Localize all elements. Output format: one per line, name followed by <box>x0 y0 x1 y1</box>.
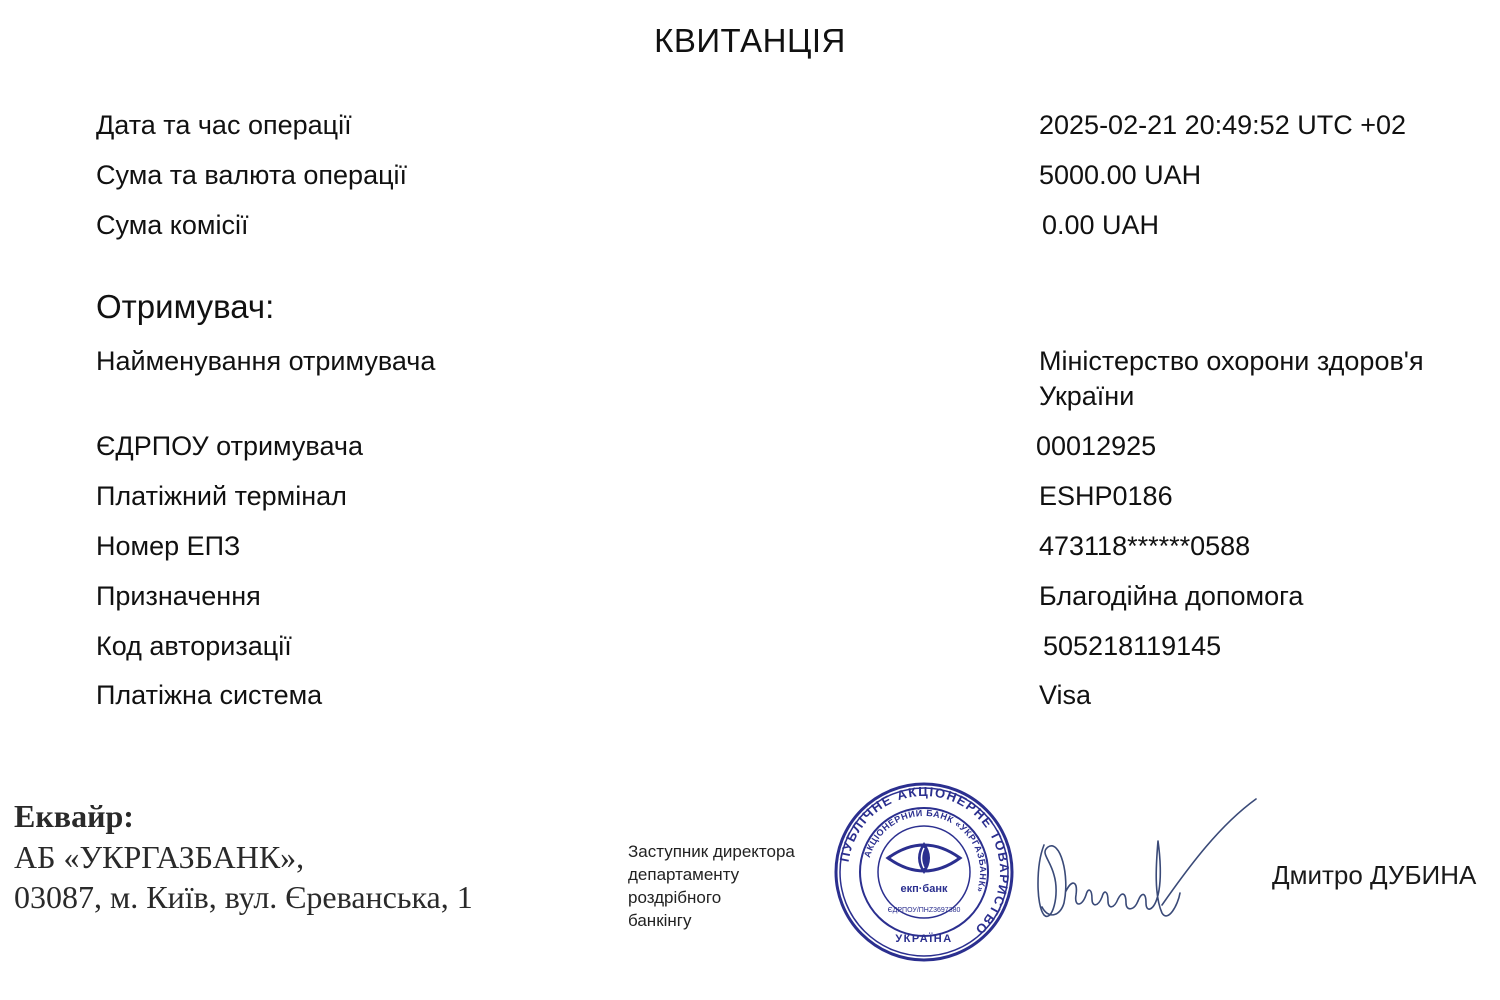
field-value: 00012925 <box>1036 431 1157 461</box>
field-value: 5000.00 UAH <box>1039 160 1202 190</box>
stamp-seal-icon <box>832 780 1016 964</box>
stamp-bottom-text: УКРАЇНА <box>895 933 953 945</box>
stamp-code-text: ЄДРПОУ/ПНZ3697380 <box>887 907 961 914</box>
field-value: Visa <box>1039 680 1092 710</box>
field-label: Дата та час операції <box>96 110 352 140</box>
field-value: 473118******0588 <box>1039 531 1251 561</box>
field-value: 505218119145 <box>1043 631 1222 661</box>
position-line: роздрібного <box>628 888 722 907</box>
bank-logo-icon <box>888 842 960 874</box>
acquirer-block <box>14 795 473 917</box>
field-label: Номер ЕПЗ <box>96 531 241 561</box>
field-label: Сума та валюта операції <box>96 160 408 190</box>
field-label: Призначення <box>96 581 261 611</box>
acquirer-name: АБ «УКРГАЗБАНК», <box>14 839 305 875</box>
field-label: Код авторизації <box>96 631 292 661</box>
acquirer-heading: Еквайр: <box>14 798 134 834</box>
stamp-logo-text: екп·банк <box>900 883 948 895</box>
field-value: Міністерство охорони здоров'я України <box>1039 346 1424 411</box>
signature-icon <box>1030 795 1270 935</box>
recipient-heading: Отримувач: <box>96 288 275 325</box>
signatory-name: Дмитро ДУБИНА <box>1272 860 1477 890</box>
signature <box>1030 795 1270 940</box>
field-value: Благодійна допомога <box>1039 581 1304 611</box>
position-line: департаменту <box>628 865 740 884</box>
stamp-inner-text: АКЦІОНЕРНИЙ БАНК «УКРГАЗБАНК» <box>862 807 989 895</box>
bank-stamp <box>832 780 1016 969</box>
stamp-outer-text: ПУБЛІЧНЕ АКЦІОНЕРНЕ ТОВАРИСТВО <box>836 783 1013 939</box>
field-label: Платіжний термінал <box>96 481 347 511</box>
position-line: банкінгу <box>628 911 692 930</box>
field-value: 0.00 UAH <box>1042 210 1160 240</box>
acquirer-address: 03087, м. Київ, вул. Єреванська, 1 <box>14 879 473 915</box>
field-value: ESHP0186 <box>1039 481 1173 511</box>
field-label: Найменування отримувача <box>96 346 436 376</box>
field-label: Сума комісії <box>96 210 249 240</box>
field-label: ЄДРПОУ отримувача <box>96 431 363 461</box>
field-value: 2025-02-21 20:49:52 UTC +02 <box>1039 110 1407 140</box>
signatory-position <box>628 840 838 932</box>
field-label: Платіжна система <box>96 680 323 710</box>
receipt-title: КВИТАНЦІЯ <box>654 22 846 59</box>
position-line: Заступник директора <box>628 842 795 861</box>
